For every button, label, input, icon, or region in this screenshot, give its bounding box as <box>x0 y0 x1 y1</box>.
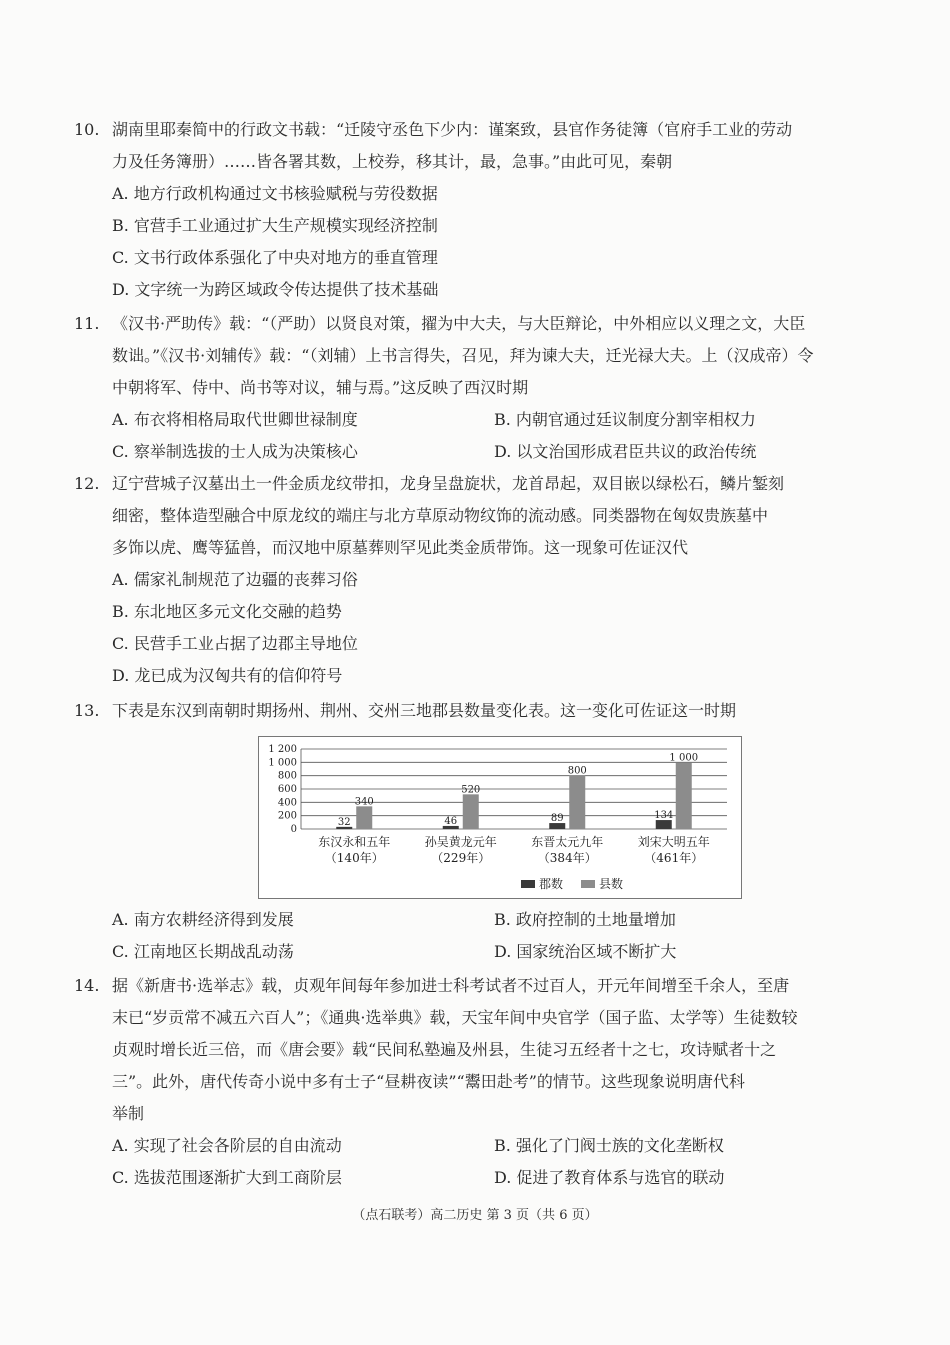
option-d: D. 龙已成为汉匈共有的信仰符号 <box>112 666 343 685</box>
y-tick-label: 800 <box>277 770 297 782</box>
x-tick-label: 东晋太元九年 <box>531 835 604 849</box>
question-11 <box>74 308 894 468</box>
x-tick-sublabel: （229年） <box>431 851 491 865</box>
x-tick-label: 孙吴黄龙元年 <box>424 835 497 849</box>
option-c: C. 选拔范围逐渐扩大到工商阶层 <box>112 1168 342 1187</box>
data-label: 134 <box>654 810 674 822</box>
bar-counties <box>676 762 692 829</box>
data-label: 46 <box>444 815 458 827</box>
option-c: C. 文书行政体系强化了中央对地方的垂直管理 <box>112 248 438 267</box>
y-tick-label: 600 <box>277 784 297 795</box>
county-count-chart <box>258 736 742 899</box>
data-label: 340 <box>354 796 374 808</box>
option-d: D. 以文治国形成君臣共议的政治传统 <box>494 442 757 461</box>
option-b: B. 东北地区多元文化交融的趋势 <box>112 602 342 621</box>
option-a: A. 儒家礼制规范了边疆的丧葬习俗 <box>112 570 358 589</box>
bar-counties <box>569 776 585 829</box>
x-tick-sublabel: （384年） <box>537 851 597 865</box>
question-stem: 《汉书·严助传》载：“（严助）以贤良对策，擢为中大夫，与大臣辩论，中外相应以义理之文，大臣 数诎。”《汉书·刘辅传》载：“（刘辅）上书言得失，召见，拜为谏大夫，迁光禄大夫。上（汉成帝）令 中朝将军、侍中、尚书等对议，辅与焉。”这反映了西汉时期 <box>112 314 814 397</box>
question-12 <box>74 468 894 692</box>
question-number: 13. <box>74 701 100 720</box>
x-tick-sublabel: （461年） <box>644 851 704 865</box>
bar-counties <box>356 806 372 829</box>
x-tick-sublabel: （140年） <box>324 851 384 865</box>
bar-prefectures <box>656 820 672 829</box>
option-b: B. 官营手工业通过扩大生产规模实现经济控制 <box>112 216 438 235</box>
question-13-options <box>74 904 894 968</box>
option-a: A. 南方农耕经济得到发展 <box>112 910 294 929</box>
option-a: A. 实现了社会各阶层的自由流动 <box>112 1136 342 1155</box>
y-tick-label: 0 <box>290 824 297 835</box>
question-13 <box>74 695 894 727</box>
option-c: C. 江南地区长期战乱动荡 <box>112 942 294 961</box>
question-number: 14. <box>74 976 100 995</box>
x-tick-label: 刘宋大明五年 <box>637 835 710 849</box>
option-b: B. 内朝官通过廷议制度分割宰相权力 <box>494 410 756 429</box>
question-stem: 下表是东汉到南朝时期扬州、荆州、交州三地郡县数量变化表。这一变化可佐证这一时期 <box>112 701 737 720</box>
option-d: D. 文字统一为跨区域政令传达提供了技术基础 <box>112 280 439 299</box>
page-footer: （点石联考）高二历史 第 3 页（共 6 页） <box>352 1208 598 1223</box>
legend-label: 县数 <box>599 877 624 891</box>
legend-swatch <box>521 880 535 888</box>
y-tick-label: 400 <box>277 797 297 809</box>
legend-swatch <box>581 880 595 888</box>
option-b: B. 强化了门阀士族的文化垄断权 <box>494 1136 724 1155</box>
x-tick-label: 东汉永和五年 <box>318 835 391 849</box>
bar-counties <box>463 794 479 829</box>
question-number: 12. <box>74 474 100 493</box>
option-c: C. 民营手工业占据了边郡主导地位 <box>112 634 358 653</box>
option-c: C. 察举制选拔的士人成为决策核心 <box>112 442 358 461</box>
y-tick-label: 200 <box>277 810 297 822</box>
data-label: 520 <box>461 784 481 796</box>
question-stem: 辽宁营城子汉墓出土一件金质龙纹带扣，龙身呈盘旋状，龙首昂起，双目嵌以绿松石，鳞片錾刻 细密，整体造型融合中原龙纹的端庄与北方草原动物纹饰的流动感。同类器物在匈奴贵族墓中 多饰以虎、鹰等猛兽，而汉地中原墓葬则罕见此类金质带饰。这一现象可佐证汉代 <box>112 474 785 557</box>
question-number: 11. <box>74 314 100 333</box>
option-a: A. 布衣将相格局取代世卿世禄制度 <box>112 410 358 429</box>
legend-label: 郡数 <box>539 877 564 891</box>
option-b: B. 政府控制的土地量增加 <box>494 910 676 929</box>
option-d: D. 促进了教育体系与选官的联动 <box>494 1168 725 1187</box>
y-tick-label: 1 000 <box>268 757 297 769</box>
question-14 <box>74 970 894 1194</box>
question-10 <box>74 114 894 306</box>
y-tick-label: 1 200 <box>268 744 297 755</box>
data-label: 89 <box>550 813 564 825</box>
data-label: 800 <box>567 765 587 777</box>
option-a: A. 地方行政机构通过文书核验赋税与劳役数据 <box>112 184 438 203</box>
question-stem: 据《新唐书·选举志》载，贞观年间每年参加进士科考试者不过百人，开元年间增至千余人，至唐 末已“岁贡常不减五六百人”；《通典·选举典》载，天宝年间中央官学（国子监、太学等）生徒数较 贞观时增长近三倍，而《唐会要》载“民间私塾遍及州县，生徒习五经者十之七，攻诗赋者十之 三”。此外，唐代传奇小说中多有士子“昼耕夜读”“鬻田赴考”的情节。这些现象说明唐代科 举制 <box>112 976 798 1123</box>
bar-chart <box>259 737 741 898</box>
option-d: D. 国家统治区域不断扩大 <box>494 942 677 961</box>
data-label: 1 000 <box>669 752 699 764</box>
question-number: 10. <box>74 120 100 139</box>
data-label: 32 <box>337 816 351 828</box>
question-stem: 湖南里耶秦简中的行政文书载：“迁陵守丞色下少内：谨案致，县官作务徒簿（官府手工业的劳动 力及任务簿册）……皆各署其数，上校券，移其计，最，急事。”由此可见，秦朝 <box>112 120 793 171</box>
